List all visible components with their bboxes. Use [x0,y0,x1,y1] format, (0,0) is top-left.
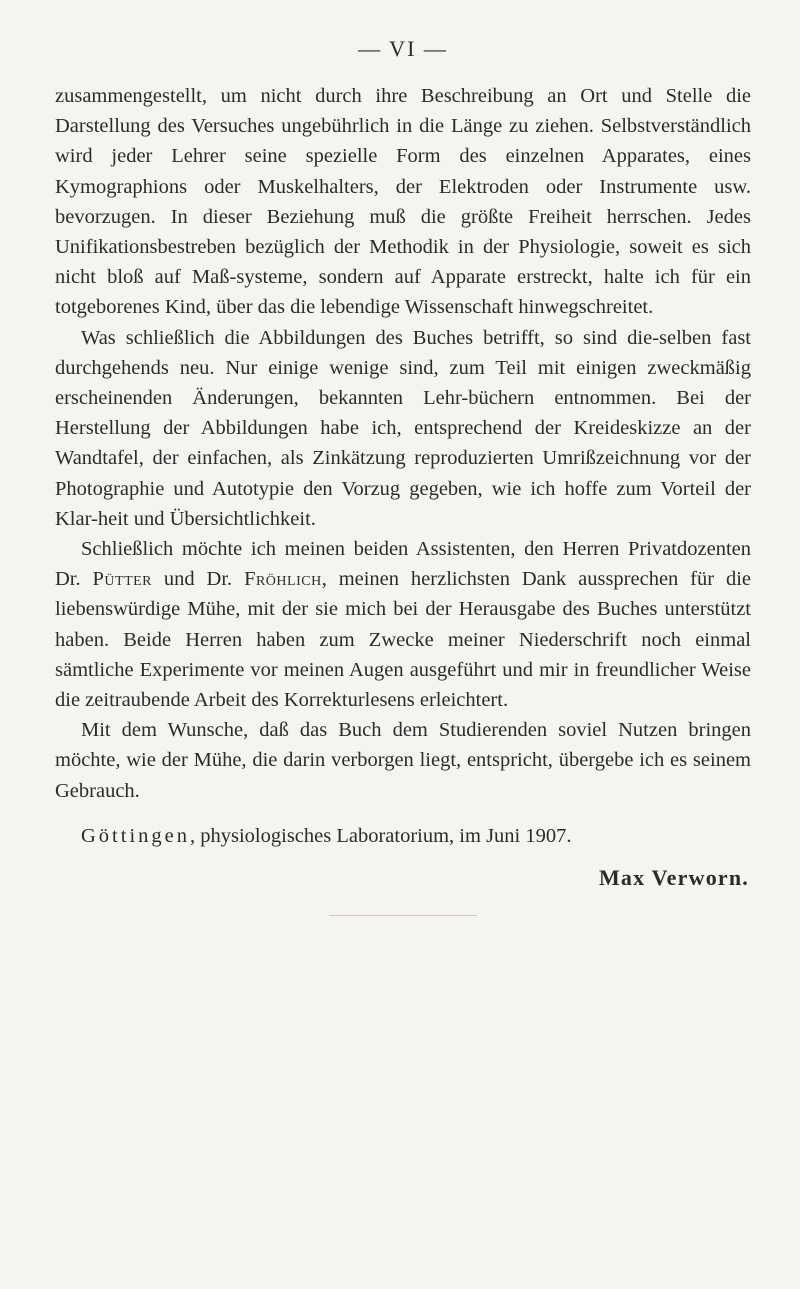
place-date-line [55,821,751,851]
assistant-name-puetter: Pütter [92,568,153,591]
body-text [55,81,751,806]
paragraph-3-text-c: , meinen herzlichsten Dank aussprechen für die liebenswürdige Mühe, mit der sie mich bei der Herausgabe des Buches unterstützt haben. Beide Herren haben zum Zwecke meiner Niederschrift noch einmal sämtliche Experimente vor meinen Augen ausgeführt und mir in freundlicher Weise die zeitraubende Arbeit des Korrekturlesens erleichtert. [55,568,752,712]
place-date-text: , physiologisches Laboratorium, im Juni 1907. [190,824,572,847]
paragraph-3-text-b: und Dr. [152,568,245,591]
paragraph-4: Mit dem Wunsche, daß das Buch dem Studierenden soviel Nutzen bringen möchte, wie der Mühe, die darin verborgen liegt, entspricht, übergebe ich es seinem Gebrauch. [55,719,751,802]
author-signature: Max Verworn. [598,865,749,891]
place-name: Göttingen [81,824,190,847]
paragraph-3-text-a: Schließlich möchte ich meinen beiden Assistenten, den Herren Privatdozenten Dr. [55,538,751,591]
paragraph-3 [55,534,751,715]
assistant-name-froehlich: Fröhlich [244,568,322,591]
page [55,34,751,916]
paragraph-2: Was schließlich die Abbildungen des Buches betrifft, so sind die-selben fast durchgehends neu. Nur einige wenige sind, zum Teil mit einigen zweckmäßig erscheinenden Änderungen, bekannten Lehr-büchern entnommen. Bei der Herstellung der Abbildungen habe ich, entsprechend der Kreideskizze an der Wandtafel, der einfachen, als Zinkätzung reproduzierten Umrißzeichnung vor der Photographie und Autotypie den Vorzug gegeben, wie ich hoffe zum Vorteil der Klar-heit und Übersichtlichkeit. [55,326,751,530]
closing-rule [329,915,477,916]
page-number: — VI — [358,36,448,61]
paragraph-1: zusammengestellt, um nicht durch ihre Beschreibung an Ort und Stelle die Darstellung des Versuches ungebührlich in die Länge zu ziehen. Selbstverständlich wird jeder Lehrer seine spezielle Form des einzelnen Apparates, eines Kymographions oder Muskelhalters, der Elektroden oder Instrumente usw. bevorzugen. In dieser Beziehung muß die größte Freiheit herrschen. Jedes Unifikationsbestreben bezüglich der Methodik in der Physiologie, soweit es sich nicht bloß auf Maß-systeme, sondern auf Apparate erstreckt, halte ich für ein totgeborenes Kind, über das die lebendige Wissenschaft hinwegschreitet. [55,85,751,319]
